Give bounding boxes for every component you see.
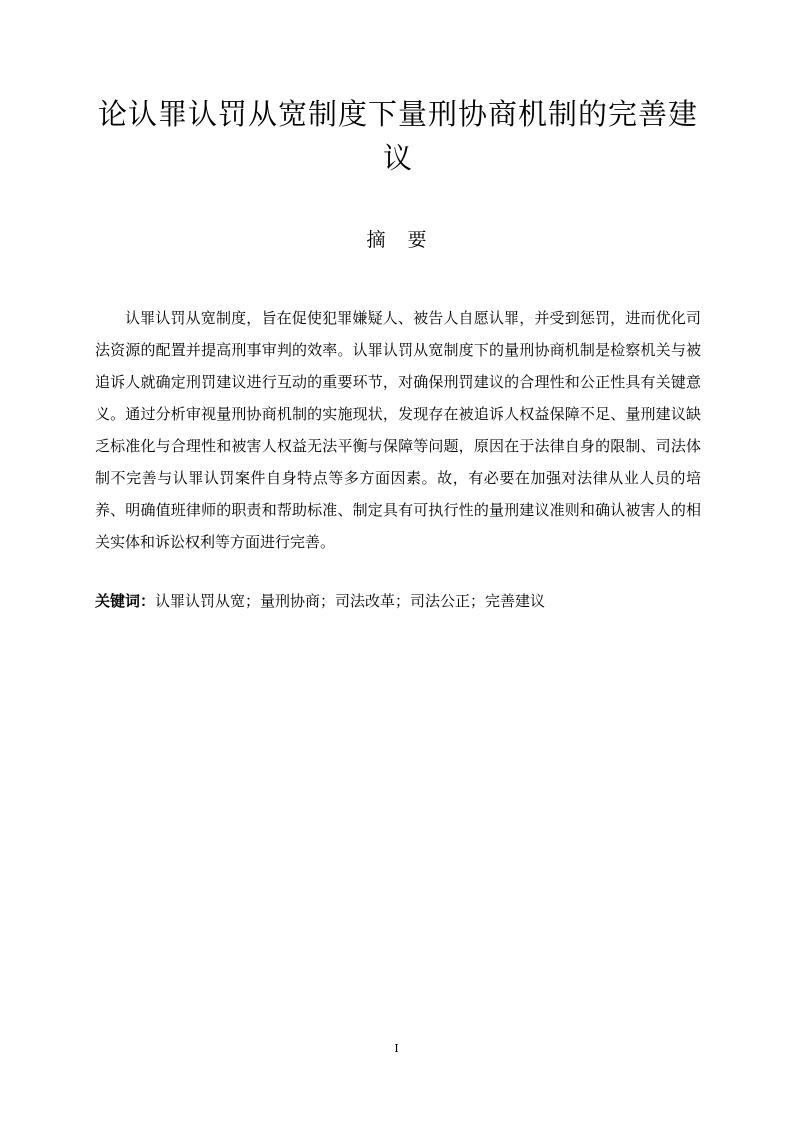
abstract-heading-char-1: 摘 (366, 229, 386, 251)
abstract-heading-char-2: 要 (407, 229, 427, 251)
keywords-text: 认罪认罚从宽；量刑协商；司法改革；司法公正；完善建议 (155, 592, 546, 610)
abstract-body: 认罪认罚从宽制度，旨在促使犯罪嫌疑人、被告人自愿认罪，并受到惩罚，进而优化司法资源的配置并提高刑事审判的效率。认罪认罚从宽制度下的量刑协商机制是检察机关与被追诉人就确定刑罚建议进行互动的重要环节，对确保刑罚建议的合理性和公正性具有关键意义。通过分析审视量刑协商机制的实施现状，发现存在被追诉人权益保障不足、量刑建议缺乏标准化与合理性和被害人权益无法平衡与保障等问题，原因在于法律自身的限制、司法体制不完善与认罪认罚案件自身特点等多方面因素。故，有必要在加强对法律从业人员的培养、明确值班律师的职责和帮助标准、制定具有可执行性的量刑建议准则和确认被害人的相关实体和诉讼权利等方面进行完善。 (95, 309, 701, 551)
paper-title: 论认罪认罚从宽制度下量刑协商机制的完善建议 (97, 97, 698, 175)
abstract-heading (0, 226, 793, 254)
page-number: I (394, 1042, 399, 1055)
keywords-line (95, 587, 701, 615)
keywords-label: 关键词： (95, 592, 156, 610)
